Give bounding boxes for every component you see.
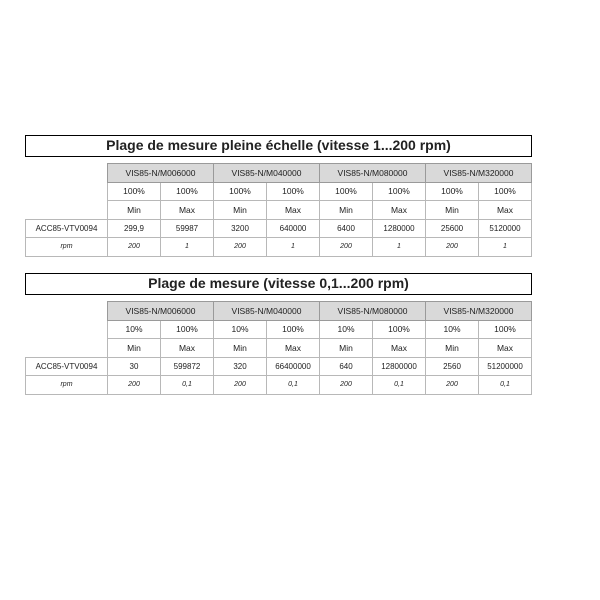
model-header: VIS85-N/M040000 bbox=[214, 164, 320, 183]
rpm-row bbox=[26, 238, 532, 257]
value-cell: 5120000 bbox=[479, 219, 532, 238]
percent-cell: 100% bbox=[267, 320, 320, 339]
value-cell: 6400 bbox=[320, 219, 373, 238]
value-cell: 3200 bbox=[214, 219, 267, 238]
minmax-cell: Max bbox=[373, 201, 426, 220]
model-header-row bbox=[26, 302, 532, 321]
minmax-cell: Max bbox=[479, 339, 532, 358]
minmax-row bbox=[26, 201, 532, 220]
table-section-full-scale bbox=[25, 135, 532, 257]
value-cell: 599872 bbox=[161, 357, 214, 376]
minmax-cell: Max bbox=[161, 201, 214, 220]
model-header: VIS85-N/M320000 bbox=[426, 302, 532, 321]
rpm-cell: 200 bbox=[214, 376, 267, 395]
value-cell: 299,9 bbox=[108, 219, 161, 238]
model-header: VIS85-N/M040000 bbox=[214, 302, 320, 321]
percent-cell: 100% bbox=[214, 182, 267, 201]
minmax-cell: Max bbox=[267, 201, 320, 220]
value-cell: 66400000 bbox=[267, 357, 320, 376]
minmax-cell: Max bbox=[267, 339, 320, 358]
rpm-cell: 0,1 bbox=[161, 376, 214, 395]
rpm-cell: 0,1 bbox=[267, 376, 320, 395]
value-cell: 640000 bbox=[267, 219, 320, 238]
percent-row bbox=[26, 182, 532, 201]
rpm-cell: 200 bbox=[426, 238, 479, 257]
rpm-row bbox=[26, 376, 532, 395]
minmax-cell: Min bbox=[214, 201, 267, 220]
percent-row bbox=[26, 320, 532, 339]
value-cell: 25600 bbox=[426, 219, 479, 238]
value-cell: 30 bbox=[108, 357, 161, 376]
empty-cell bbox=[26, 164, 108, 183]
minmax-cell: Min bbox=[320, 201, 373, 220]
minmax-cell: Max bbox=[479, 201, 532, 220]
percent-cell: 100% bbox=[479, 182, 532, 201]
table-title: Plage de mesure pleine échelle (vitesse 1...200 rpm) bbox=[25, 135, 532, 157]
rpm-cell: 1 bbox=[267, 238, 320, 257]
minmax-cell: Max bbox=[161, 339, 214, 358]
rpm-cell: 200 bbox=[320, 376, 373, 395]
value-cell: 51200000 bbox=[479, 357, 532, 376]
minmax-cell: Min bbox=[108, 339, 161, 358]
empty-cell bbox=[26, 182, 108, 201]
rpm-cell: 200 bbox=[214, 238, 267, 257]
percent-cell: 100% bbox=[267, 182, 320, 201]
rpm-label: rpm bbox=[26, 238, 108, 257]
model-header: VIS85-N/M080000 bbox=[320, 302, 426, 321]
empty-cell bbox=[26, 201, 108, 220]
measurement-table bbox=[25, 163, 532, 257]
empty-cell bbox=[26, 339, 108, 358]
percent-cell: 100% bbox=[373, 320, 426, 339]
value-cell: 640 bbox=[320, 357, 373, 376]
rpm-label: rpm bbox=[26, 376, 108, 395]
measurement-table bbox=[25, 301, 532, 395]
value-cell: 59987 bbox=[161, 219, 214, 238]
rpm-cell: 200 bbox=[320, 238, 373, 257]
percent-cell: 10% bbox=[320, 320, 373, 339]
percent-cell: 10% bbox=[426, 320, 479, 339]
model-header-row bbox=[26, 164, 532, 183]
percent-cell: 100% bbox=[320, 182, 373, 201]
percent-cell: 100% bbox=[161, 182, 214, 201]
percent-cell: 100% bbox=[479, 320, 532, 339]
model-header: VIS85-N/M080000 bbox=[320, 164, 426, 183]
minmax-cell: Min bbox=[320, 339, 373, 358]
percent-cell: 10% bbox=[108, 320, 161, 339]
model-header: VIS85-N/M006000 bbox=[108, 302, 214, 321]
rpm-cell: 0,1 bbox=[373, 376, 426, 395]
device-label: ACC85-VTV0094 bbox=[26, 357, 108, 376]
minmax-cell: Min bbox=[426, 201, 479, 220]
value-cell: 2560 bbox=[426, 357, 479, 376]
rpm-cell: 1 bbox=[373, 238, 426, 257]
minmax-cell: Max bbox=[373, 339, 426, 358]
empty-cell bbox=[26, 320, 108, 339]
value-cell: 1280000 bbox=[373, 219, 426, 238]
percent-cell: 10% bbox=[214, 320, 267, 339]
value-cell: 12800000 bbox=[373, 357, 426, 376]
rpm-cell: 1 bbox=[479, 238, 532, 257]
rpm-cell: 200 bbox=[108, 238, 161, 257]
rpm-cell: 1 bbox=[161, 238, 214, 257]
percent-cell: 100% bbox=[426, 182, 479, 201]
percent-cell: 100% bbox=[373, 182, 426, 201]
rpm-cell: 0,1 bbox=[479, 376, 532, 395]
device-label: ACC85-VTV0094 bbox=[26, 219, 108, 238]
model-header: VIS85-N/M320000 bbox=[426, 164, 532, 183]
rpm-cell: 200 bbox=[108, 376, 161, 395]
minmax-cell: Min bbox=[214, 339, 267, 358]
table-section-low-speed bbox=[25, 273, 532, 395]
value-row bbox=[26, 357, 532, 376]
empty-cell bbox=[26, 302, 108, 321]
minmax-cell: Min bbox=[108, 201, 161, 220]
rpm-cell: 200 bbox=[426, 376, 479, 395]
model-header: VIS85-N/M006000 bbox=[108, 164, 214, 183]
value-row bbox=[26, 219, 532, 238]
minmax-row bbox=[26, 339, 532, 358]
minmax-cell: Min bbox=[426, 339, 479, 358]
percent-cell: 100% bbox=[108, 182, 161, 201]
value-cell: 320 bbox=[214, 357, 267, 376]
table-title: Plage de mesure (vitesse 0,1...200 rpm) bbox=[25, 273, 532, 295]
percent-cell: 100% bbox=[161, 320, 214, 339]
